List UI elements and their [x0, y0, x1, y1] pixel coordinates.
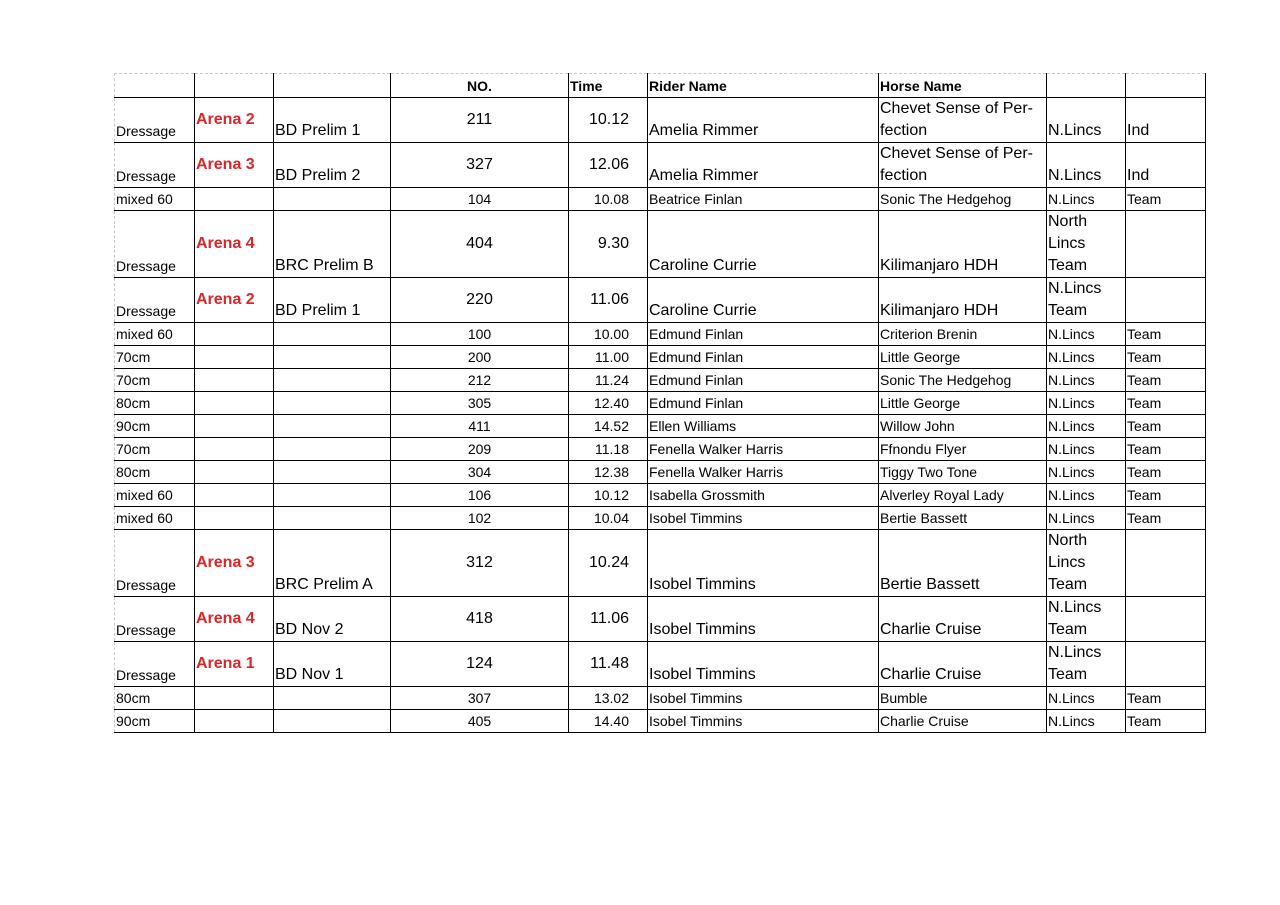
class-cell: Dressage	[115, 530, 195, 597]
test-cell	[274, 710, 391, 733]
number-cell: 211	[391, 98, 569, 143]
rider-cell: Isobel Timmins	[648, 642, 879, 687]
horse-cell: Bumble	[879, 687, 1047, 710]
test-cell	[274, 461, 391, 484]
arena-cell: Arena 4	[195, 211, 274, 278]
test-cell: BD Prelim 2	[274, 143, 391, 188]
time-cell: 10.04	[569, 507, 648, 530]
time-cell: 12.40	[569, 392, 648, 415]
test-cell	[274, 507, 391, 530]
table-row	[115, 687, 1206, 710]
horse-cell: Ffnondu Flyer	[879, 438, 1047, 461]
test-cell	[274, 188, 391, 211]
test-cell	[274, 484, 391, 507]
club-cell: N.Lincs	[1047, 143, 1126, 188]
entry-cell	[1126, 211, 1206, 278]
arena-cell: Arena 2	[195, 98, 274, 143]
entry-cell: Ind	[1126, 98, 1206, 143]
test-cell: BD Prelim 1	[274, 98, 391, 143]
class-cell: Dressage	[115, 143, 195, 188]
header-cell-club	[1047, 74, 1126, 98]
time-cell: 10.12	[569, 98, 648, 143]
number-cell: 305	[391, 392, 569, 415]
arena-cell	[195, 507, 274, 530]
entry-cell	[1126, 597, 1206, 642]
rider-cell: Amelia Rimmer	[648, 98, 879, 143]
table-row	[115, 507, 1206, 530]
rider-cell: Fenella Walker Harris	[648, 461, 879, 484]
entry-cell: Team	[1126, 392, 1206, 415]
number-cell: 304	[391, 461, 569, 484]
number-cell: 209	[391, 438, 569, 461]
class-cell: Dressage	[115, 211, 195, 278]
time-cell: 11.00	[569, 346, 648, 369]
rider-cell: Isobel Timmins	[648, 597, 879, 642]
club-cell: N.Lincs	[1047, 323, 1126, 346]
class-cell: Dressage	[115, 597, 195, 642]
class-cell: 80cm	[115, 392, 195, 415]
number-cell: 312	[391, 530, 569, 597]
table-row	[115, 597, 1206, 642]
header-cell-rider: Rider Name	[648, 74, 879, 98]
club-cell: N.Lincs Team	[1047, 597, 1126, 642]
rider-cell: Caroline Currie	[648, 211, 879, 278]
arena-cell	[195, 415, 274, 438]
number-cell: 411	[391, 415, 569, 438]
table-row	[115, 346, 1206, 369]
table-row	[115, 438, 1206, 461]
horse-cell: Kilimanjaro HDH	[879, 211, 1047, 278]
table-row	[115, 188, 1206, 211]
test-cell	[274, 369, 391, 392]
horse-cell: Charlie Cruise	[879, 597, 1047, 642]
entry-cell: Team	[1126, 507, 1206, 530]
test-cell	[274, 392, 391, 415]
header-cell-class	[115, 74, 195, 98]
arena-cell: Arena 1	[195, 642, 274, 687]
horse-cell: Tiggy Two Tone	[879, 461, 1047, 484]
arena-cell	[195, 438, 274, 461]
club-cell: North Lincs Team	[1047, 530, 1126, 597]
time-cell: 11.06	[569, 278, 648, 323]
class-cell: 70cm	[115, 346, 195, 369]
horse-cell: Little George	[879, 346, 1047, 369]
entry-cell: Team	[1126, 461, 1206, 484]
rider-cell: Isobel Timmins	[648, 710, 879, 733]
arena-cell: Arena 3	[195, 143, 274, 188]
club-cell: N.Lincs	[1047, 369, 1126, 392]
number-cell: 212	[391, 369, 569, 392]
test-cell: BD Nov 2	[274, 597, 391, 642]
class-cell: mixed 60	[115, 188, 195, 211]
rider-cell: Amelia Rimmer	[648, 143, 879, 188]
horse-cell: Little George	[879, 392, 1047, 415]
entry-cell: Ind	[1126, 143, 1206, 188]
class-cell: mixed 60	[115, 507, 195, 530]
number-cell: 106	[391, 484, 569, 507]
entry-cell: Team	[1126, 346, 1206, 369]
horse-cell: Chevet Sense of Per- fection	[879, 143, 1047, 188]
number-cell: 405	[391, 710, 569, 733]
table-row	[115, 211, 1206, 278]
test-cell	[274, 415, 391, 438]
class-cell: Dressage	[115, 278, 195, 323]
time-cell: 12.06	[569, 143, 648, 188]
number-cell: 100	[391, 323, 569, 346]
test-cell: BD Nov 1	[274, 642, 391, 687]
header-cell-arena	[195, 74, 274, 98]
test-cell	[274, 323, 391, 346]
class-cell: 70cm	[115, 369, 195, 392]
table-row	[115, 530, 1206, 597]
entry-cell: Team	[1126, 687, 1206, 710]
test-cell	[274, 346, 391, 369]
horse-cell: Sonic The Hedgehog	[879, 188, 1047, 211]
arena-cell	[195, 710, 274, 733]
header-cell-time: Time	[569, 74, 648, 98]
entry-cell	[1126, 530, 1206, 597]
arena-cell	[195, 188, 274, 211]
number-cell: 327	[391, 143, 569, 188]
arena-cell: Arena 4	[195, 597, 274, 642]
number-cell: 307	[391, 687, 569, 710]
time-cell: 10.12	[569, 484, 648, 507]
time-cell: 14.52	[569, 415, 648, 438]
class-cell: 80cm	[115, 687, 195, 710]
time-cell: 12.38	[569, 461, 648, 484]
arena-cell	[195, 484, 274, 507]
entry-cell	[1126, 278, 1206, 323]
rider-cell: Isobel Timmins	[648, 507, 879, 530]
schedule-table	[114, 73, 1206, 733]
arena-cell: Arena 3	[195, 530, 274, 597]
table-row	[115, 461, 1206, 484]
rider-cell: Ellen Williams	[648, 415, 879, 438]
header-cell-test	[274, 74, 391, 98]
rider-cell: Caroline Currie	[648, 278, 879, 323]
table-row	[115, 278, 1206, 323]
number-cell: 220	[391, 278, 569, 323]
horse-cell: Criterion Brenin	[879, 323, 1047, 346]
class-cell: Dressage	[115, 98, 195, 143]
time-cell: 11.18	[569, 438, 648, 461]
rider-cell: Isabella Grossmith	[648, 484, 879, 507]
table-row	[115, 98, 1206, 143]
club-cell: N.Lincs	[1047, 687, 1126, 710]
time-cell: 10.08	[569, 188, 648, 211]
time-cell: 13.02	[569, 687, 648, 710]
rider-cell: Edmund Finlan	[648, 346, 879, 369]
entry-cell: Team	[1126, 415, 1206, 438]
arena-cell	[195, 346, 274, 369]
time-cell: 10.24	[569, 530, 648, 597]
club-cell: N.Lincs	[1047, 710, 1126, 733]
arena-cell	[195, 369, 274, 392]
table-row	[115, 484, 1206, 507]
class-cell: 80cm	[115, 461, 195, 484]
class-cell: 90cm	[115, 710, 195, 733]
entry-cell: Team	[1126, 323, 1206, 346]
club-cell: N.Lincs	[1047, 98, 1126, 143]
test-cell	[274, 438, 391, 461]
entry-cell: Team	[1126, 188, 1206, 211]
arena-cell	[195, 687, 274, 710]
rider-cell: Edmund Finlan	[648, 323, 879, 346]
rider-cell: Edmund Finlan	[648, 392, 879, 415]
number-cell: 104	[391, 188, 569, 211]
horse-cell: Chevet Sense of Per- fection	[879, 98, 1047, 143]
entry-cell: Team	[1126, 484, 1206, 507]
rider-cell: Fenella Walker Harris	[648, 438, 879, 461]
time-cell: 11.06	[569, 597, 648, 642]
entry-cell: Team	[1126, 710, 1206, 733]
class-cell: 90cm	[115, 415, 195, 438]
class-cell: mixed 60	[115, 323, 195, 346]
club-cell: N.Lincs	[1047, 461, 1126, 484]
number-cell: 200	[391, 346, 569, 369]
entry-cell: Team	[1126, 369, 1206, 392]
arena-cell	[195, 392, 274, 415]
club-cell: N.Lincs	[1047, 415, 1126, 438]
club-cell: N.Lincs	[1047, 507, 1126, 530]
table-row	[115, 415, 1206, 438]
header-cell-no: NO.	[391, 74, 569, 98]
horse-cell: Kilimanjaro HDH	[879, 278, 1047, 323]
table-row	[115, 642, 1206, 687]
arena-cell	[195, 461, 274, 484]
club-cell: N.Lincs	[1047, 484, 1126, 507]
test-cell: BRC Prelim B	[274, 211, 391, 278]
table-row	[115, 710, 1206, 733]
number-cell: 404	[391, 211, 569, 278]
horse-cell: Bertie Bassett	[879, 530, 1047, 597]
horse-cell: Sonic The Hedgehog	[879, 369, 1047, 392]
class-cell: mixed 60	[115, 484, 195, 507]
table-row	[115, 323, 1206, 346]
test-cell	[274, 687, 391, 710]
entry-cell	[1126, 642, 1206, 687]
header-cell-entry	[1126, 74, 1206, 98]
time-cell: 9.30	[569, 211, 648, 278]
entry-cell: Team	[1126, 438, 1206, 461]
time-cell: 10.00	[569, 323, 648, 346]
number-cell: 418	[391, 597, 569, 642]
class-cell: 70cm	[115, 438, 195, 461]
horse-cell: Willow John	[879, 415, 1047, 438]
rider-cell: Isobel Timmins	[648, 530, 879, 597]
table-row	[115, 143, 1206, 188]
rider-cell: Beatrice Finlan	[648, 188, 879, 211]
class-cell: Dressage	[115, 642, 195, 687]
arena-cell	[195, 323, 274, 346]
club-cell: N.Lincs	[1047, 346, 1126, 369]
club-cell: N.Lincs Team	[1047, 642, 1126, 687]
club-cell: N.Lincs	[1047, 438, 1126, 461]
number-cell: 102	[391, 507, 569, 530]
rider-cell: Edmund Finlan	[648, 369, 879, 392]
club-cell: N.Lincs Team	[1047, 278, 1126, 323]
number-cell: 124	[391, 642, 569, 687]
horse-cell: Bertie Bassett	[879, 507, 1047, 530]
arena-cell: Arena 2	[195, 278, 274, 323]
club-cell: N.Lincs	[1047, 188, 1126, 211]
horse-cell: Alverley Royal Lady	[879, 484, 1047, 507]
table-row	[115, 369, 1206, 392]
club-cell: North Lincs Team	[1047, 211, 1126, 278]
header-cell-horse: Horse Name	[879, 74, 1047, 98]
club-cell: N.Lincs	[1047, 392, 1126, 415]
horse-cell: Charlie Cruise	[879, 710, 1047, 733]
header-row	[115, 74, 1206, 98]
horse-cell: Charlie Cruise	[879, 642, 1047, 687]
rider-cell: Isobel Timmins	[648, 687, 879, 710]
table-row	[115, 392, 1206, 415]
time-cell: 14.40	[569, 710, 648, 733]
test-cell: BD Prelim 1	[274, 278, 391, 323]
time-cell: 11.48	[569, 642, 648, 687]
test-cell: BRC Prelim A	[274, 530, 391, 597]
time-cell: 11.24	[569, 369, 648, 392]
